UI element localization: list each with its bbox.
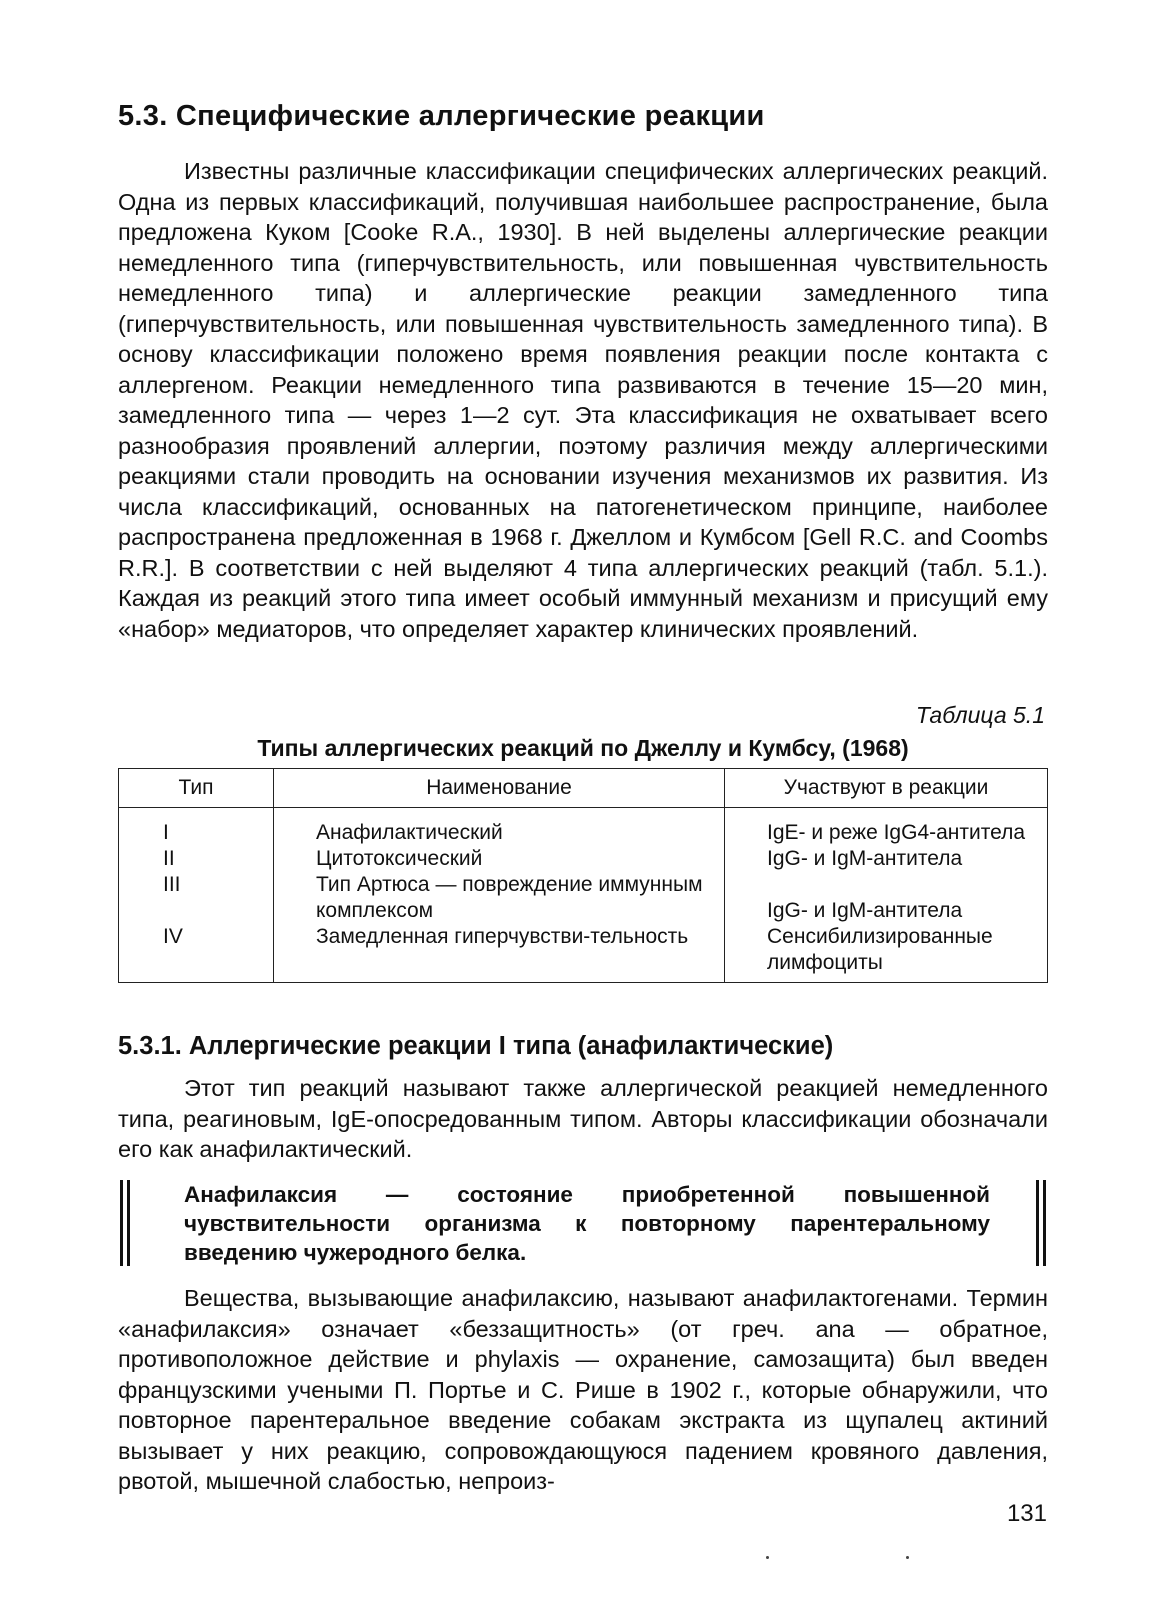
left-rule bbox=[127, 1180, 130, 1266]
cell-type: IV bbox=[119, 924, 274, 983]
definition-box bbox=[118, 1180, 1048, 1268]
table-header-row bbox=[119, 769, 1048, 808]
scan-speck bbox=[906, 1556, 909, 1559]
section-heading: 5.3. Специфические аллергические реакции bbox=[118, 100, 765, 132]
cell-participants: IgG- и IgM-антитела bbox=[725, 872, 1048, 924]
table-row bbox=[119, 924, 1048, 983]
header-name: Наименование bbox=[274, 769, 725, 808]
cell-name: Тип Артюса — повреждение иммунным комплексом bbox=[274, 872, 725, 924]
scan-speck bbox=[766, 1556, 769, 1559]
definition-text: Анафилаксия — состояние приобретенной повышенной чувствительности организма к повторному парентеральному введению чужеродного белка. bbox=[184, 1182, 990, 1265]
cell-participants: Сенсибилизированные лимфоциты bbox=[725, 924, 1048, 983]
cell-type: III bbox=[119, 872, 274, 924]
allergy-types-table bbox=[118, 768, 1048, 983]
cell-name: Цитотоксический bbox=[274, 846, 725, 872]
table-label: Таблица 5.1 bbox=[915, 702, 1045, 728]
intro-paragraph: Известны различные классификации специфических аллергических реакций. Одна из первых классификаций, получившая наибольшее распространение, была предложена Куком [Cooke R.A., 1930]. В ней выделены аллергические реакции немедленного типа (гиперчувствительность, или повышенная чувствительность немедленного типа) и аллергические реакции замедленного типа (гиперчувствительность, или повышенная чувствительность замедленного типа). В основу классификации положено время появления реакции после контакта с аллергеном. Реакции немедленного типа развиваются в течение 15—20 мин, замедленного типа — через 1—2 сут. Эта классификация не охватывает всего разнообразия проявлений аллергии, поэтому различия между аллергическими реакциями стали проводить на основании изучения механизмов их развития. Из числа классификаций, основанных на патогенетическом принципе, наиболее распространена предложенная в 1968 г. Джеллом и Кумбсом [Gell R.C. and Coombs R.R.]. В соответствии с ней выделяют 4 типа аллергических реакций (табл. 5.1.). Каждая из реакций этого типа имеет особый иммунный механизм и присущий ему «набор» медиаторов, что определяет характер клинических проявлений. bbox=[118, 158, 1048, 642]
table-row bbox=[119, 808, 1048, 847]
subsection-paragraph: Этот тип реакций называют также аллергической реакцией немедленного типа, реагиновым, IgE-опосредованным типом. Авторы классификации обозначали его как анафилактический. bbox=[118, 1075, 1048, 1162]
cell-name: Анафилактический bbox=[274, 808, 725, 847]
table-row bbox=[119, 872, 1048, 924]
cell-type: II bbox=[119, 846, 274, 872]
subsection-heading: 5.3.1. Аллергические реакции I типа (анафилактические) bbox=[118, 1032, 834, 1060]
anaphylaxis-paragraph: Вещества, вызывающие анафилаксию, называют анафилактогенами. Термин «анафилаксия» означает «беззащитность» (от греч. ana — обратное, противоположное действие и phylaxis — охранение, самозащита) был введен французскими учеными П. Портье и С. Рише в 1902 г., которые обнаружили, что повторное парентеральное введение собакам экстракта из щупалец актиний вызывает у них реакцию, сопровождающуюся падением кровяного давления, рвотой, мышечной слабостью, непроиз- bbox=[118, 1285, 1048, 1494]
cell-participants: IgE- и реже IgG4-антитела bbox=[725, 808, 1048, 847]
header-type: Тип bbox=[119, 769, 274, 808]
left-rule bbox=[120, 1180, 123, 1266]
cell-name: Замедленная гиперчувстви-тельность bbox=[274, 924, 725, 983]
right-rule bbox=[1043, 1180, 1046, 1266]
table-title: Типы аллергических реакций по Джеллу и Кумбсу, (1968) bbox=[257, 735, 909, 761]
table-row bbox=[119, 846, 1048, 872]
header-participants: Участвуют в реакции bbox=[725, 769, 1048, 808]
cell-type: I bbox=[119, 808, 274, 847]
page-number: 131 bbox=[1006, 1500, 1047, 1527]
cell-participants: IgG- и IgM-антитела bbox=[725, 846, 1048, 872]
right-rule bbox=[1036, 1180, 1039, 1266]
